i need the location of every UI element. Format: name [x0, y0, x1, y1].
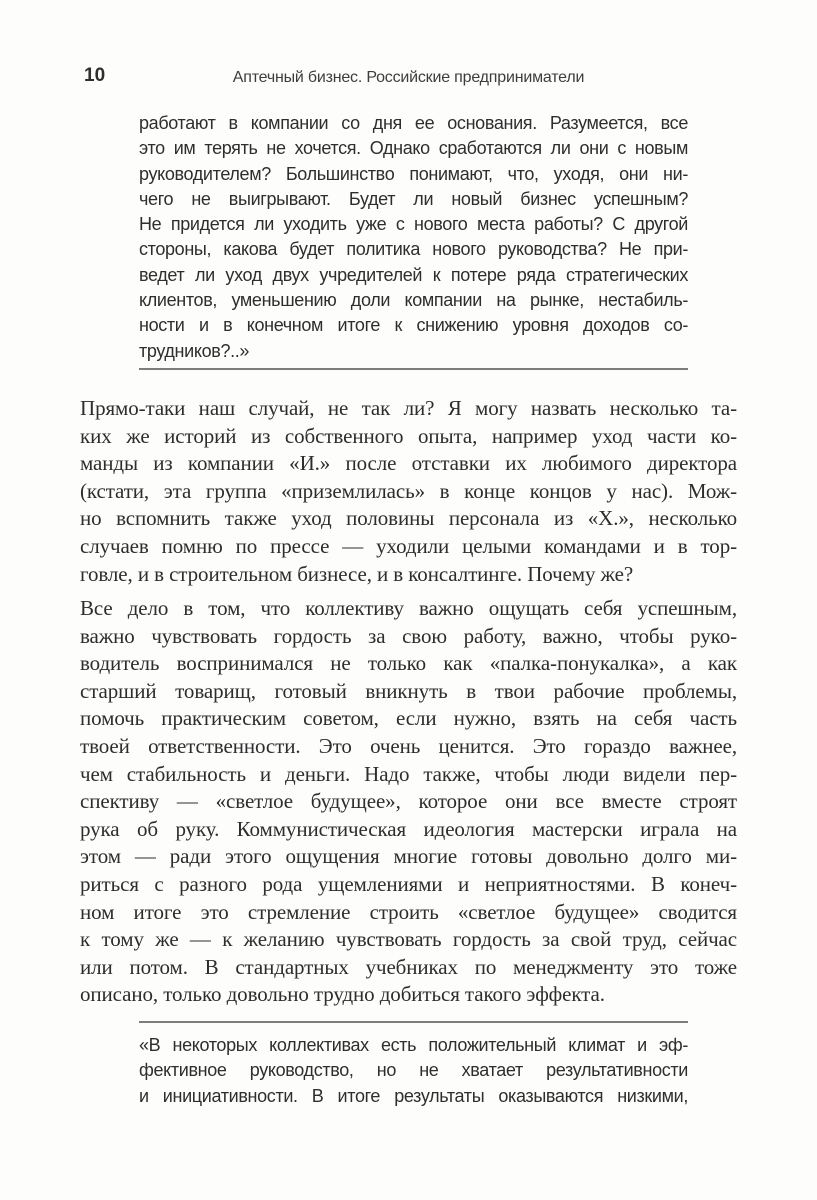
- body-paragraph-1: [80, 395, 737, 588]
- text-line: (кстати, эта группа «приземлилась» в конце концов у нас). Мож-: [80, 478, 737, 503]
- text-line: работают в компании со дня ее основания. Разумеется, все: [139, 113, 688, 133]
- text-line: рука об руку. Коммунистическая идеология мастерски играла на: [80, 816, 737, 841]
- text-line: говле, и в строительном бизнесе, и в консалтинге. Почему же?: [80, 561, 634, 586]
- text-line: ном итоге это стремление строить «светлое будущее» сводится: [80, 899, 737, 924]
- text-line: и инициативности. В итоге результаты оказываются низкими,: [139, 1085, 688, 1106]
- text-line: к тому же — к желанию чувствовать гордость за свой труд, сейчас: [80, 927, 737, 952]
- quote-block-bottom: [139, 1021, 688, 1109]
- text-line: Прямо-таки наш случай, не так ли? Я могу назвать несколько та-: [80, 396, 737, 420]
- text-line: или потом. В стандартных учебниках по менеджменту это тоже: [80, 954, 737, 979]
- text-line: риться с разного рода ущемлениями и неприятностями. В конеч-: [80, 871, 737, 896]
- text-line: стороны, какова будет политика нового руководства? Не при-: [139, 239, 688, 260]
- text-line: трудников?..»: [139, 340, 250, 361]
- text-line: чем стабильность и деньги. Надо также, чтобы люди видели пер-: [80, 761, 737, 786]
- text-line: описано, только довольно трудно добиться такого эффекта.: [80, 982, 605, 1007]
- text-line: случаев помню по прессе — уходили целыми командами и в тор-: [80, 533, 737, 558]
- text-line: ности и в конечном итоге к снижению уровня доходов со-: [139, 315, 688, 336]
- text-line: этом — ради этого ощущения многие готовы довольно долго ми-: [80, 844, 737, 869]
- text-line: помочь практическим советом, если нужно, взять на себя часть: [80, 706, 737, 731]
- quote-block-top: [139, 111, 688, 370]
- text-line: старший товарищ, готовый вникнуть в твои рабочие проблемы,: [80, 678, 737, 703]
- text-line: Не придется ли уходить уже с нового места работы? С другой: [139, 214, 688, 235]
- running-head: Аптечный бизнес. Российские предприниматели: [232, 69, 585, 86]
- text-line: фективное руководство, но не хватает результативности: [139, 1060, 688, 1081]
- body-paragraph-2: [80, 595, 737, 1009]
- text-line: спективу — «светлое будущее», которое они все вместе строят: [80, 789, 737, 814]
- text-line: это им терять не хочется. Однако сработаются ли они с новым: [139, 138, 688, 159]
- text-line: «В некоторых коллективах есть положительный климат и эф-: [139, 1035, 688, 1055]
- text-line: ведет ли уход двух учредителей к потере ряда стратегических: [139, 264, 688, 285]
- text-line: важно чувствовать гордость за свою работу, важно, чтобы руко-: [80, 623, 737, 648]
- page-number: 10: [84, 65, 106, 86]
- text-line: чего не выигрывают. Будет ли новый бизнес успешным?: [139, 188, 688, 209]
- text-line: руководителем? Большинство понимают, что, уходя, они ни-: [139, 163, 688, 184]
- text-line: но вспомнить также уход половины персонала из «Х.», несколько: [80, 506, 737, 531]
- text-line: Все дело в том, что коллективу важно ощущать себя успешным,: [80, 596, 737, 620]
- text-line: манды из компании «И.» после отставки их любимого директора: [80, 451, 737, 476]
- text-line: водитель воспринимался не только как «палка-понукалка», а как: [80, 651, 737, 676]
- text-line: твоей ответственности. Это очень ценится. Это гораздо важнее,: [80, 733, 737, 758]
- text-line: ких же историй из собственного опыта, например уход части ко-: [80, 423, 737, 448]
- text-line: клиентов, уменьшению доли компании на рынке, нестабиль-: [139, 290, 688, 311]
